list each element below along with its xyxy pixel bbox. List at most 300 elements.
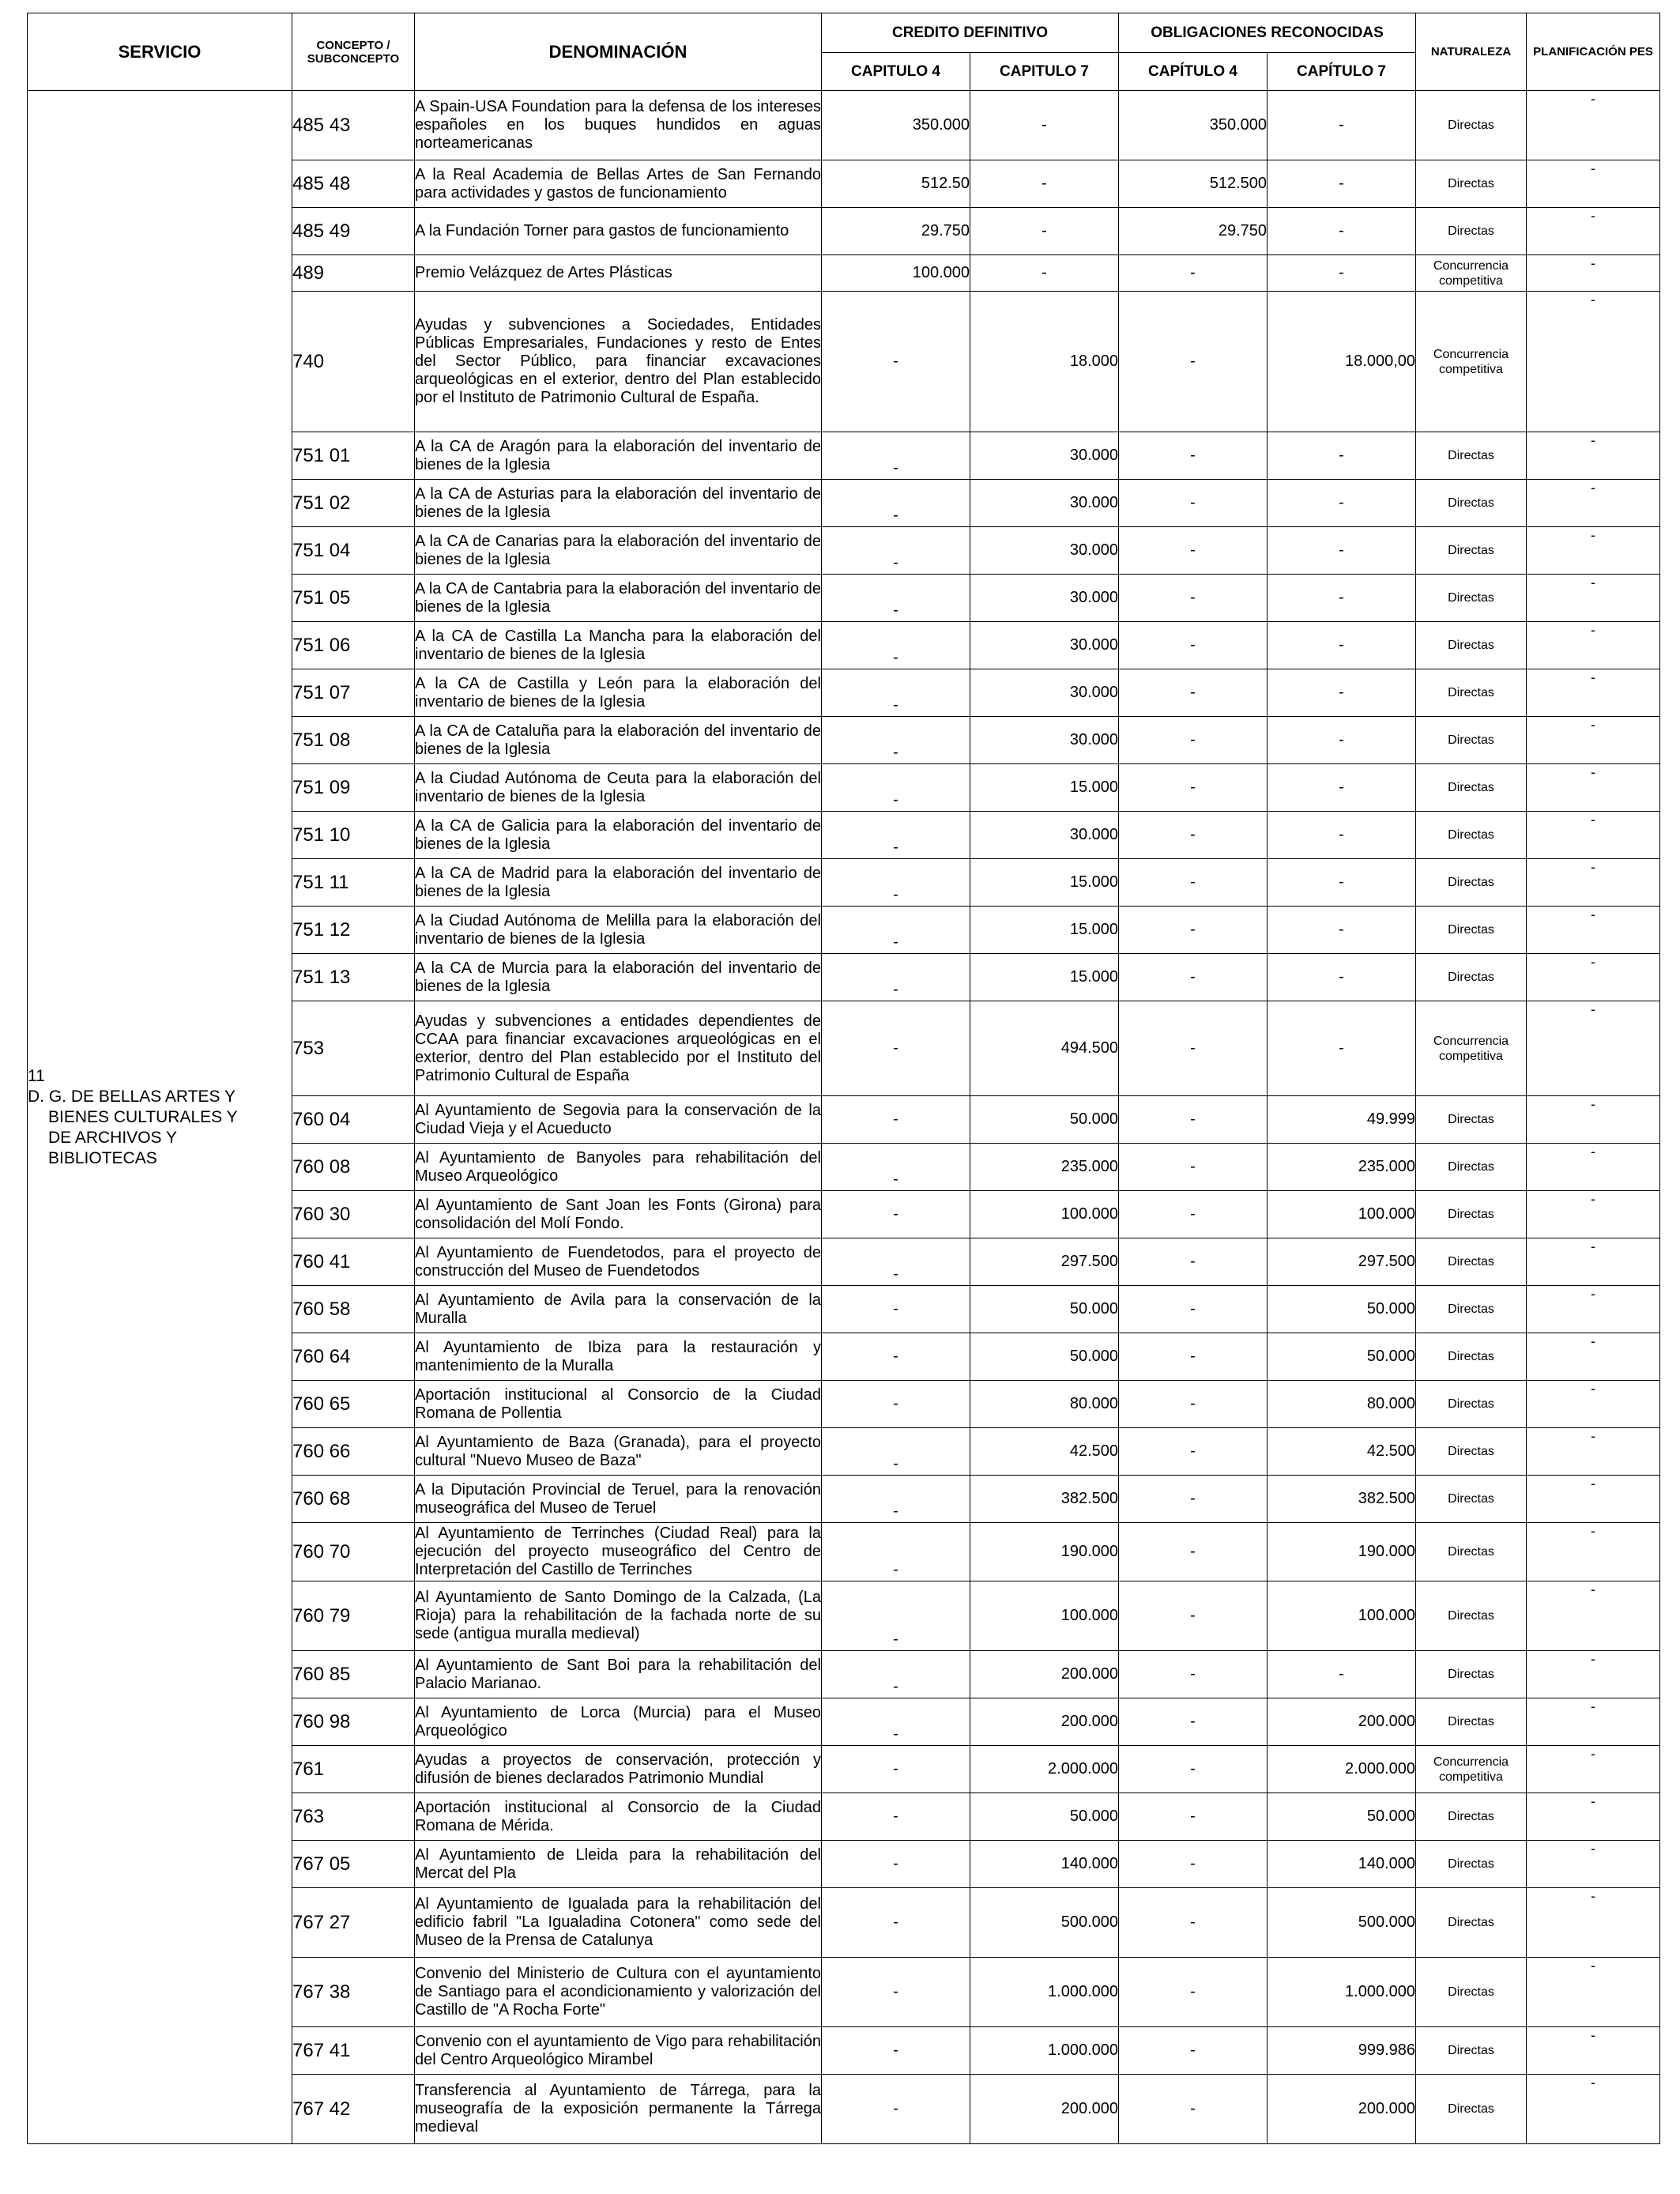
denominacion-text — [415, 2075, 822, 2144]
concepto-code — [292, 1581, 415, 1651]
concepto-code — [292, 859, 415, 907]
naturaleza-text — [1416, 1523, 1527, 1581]
concepto-code-value: 751 08 — [292, 729, 351, 751]
concepto-code-value: 760 98 — [292, 1710, 351, 1732]
concepto-code — [292, 2027, 415, 2075]
concepto-code — [292, 1888, 415, 1958]
obligaciones-cap4-value: - — [1190, 1039, 1196, 1057]
planificacion-pes — [1527, 292, 1660, 432]
concepto-code — [292, 1238, 415, 1286]
concepto-code-value: 767 41 — [292, 2039, 351, 2061]
naturaleza-text — [1416, 907, 1527, 954]
naturaleza-text-value: Directas — [1448, 1857, 1494, 1871]
planificacion-pes-value: - — [1591, 208, 1595, 224]
obligaciones-cap7 — [1268, 2075, 1416, 2144]
naturaleza-text-value: Directas — [1448, 1668, 1494, 1681]
obligaciones-cap7 — [1268, 527, 1416, 575]
concepto-code-value: 751 01 — [292, 444, 351, 466]
concepto-code — [292, 160, 415, 208]
planificacion-pes — [1527, 2075, 1660, 2144]
naturaleza-text — [1416, 208, 1527, 255]
obligaciones-cap4-value: - — [1190, 684, 1196, 701]
concepto-code-value: 767 27 — [292, 1911, 351, 1933]
credito-cap4-value: - — [893, 2100, 898, 2117]
credito-cap7 — [970, 527, 1119, 575]
credito-cap7 — [970, 1333, 1119, 1381]
obligaciones-cap7 — [1268, 907, 1416, 954]
obligaciones-cap4-value: - — [1190, 921, 1196, 938]
planificacion-pes — [1527, 1238, 1660, 1286]
credito-cap4-value: 100.000 — [912, 264, 970, 281]
credito-cap7-value: - — [1042, 222, 1047, 239]
credito-cap4-value: - — [893, 1913, 898, 1931]
naturaleza-text-value: Directas — [1448, 1160, 1494, 1174]
obligaciones-cap7 — [1268, 160, 1416, 208]
planificacion-pes — [1527, 764, 1660, 812]
planificacion-pes-value: - — [1591, 812, 1595, 827]
credito-cap7-value: 50.000 — [1069, 1348, 1118, 1365]
naturaleza-text — [1416, 1651, 1527, 1698]
concepto-code — [292, 2075, 415, 2144]
planificacion-pes-value: - — [1591, 1428, 1595, 1444]
credito-cap4 — [822, 1651, 970, 1698]
servicio-number: 11 — [28, 1066, 45, 1085]
obligaciones-cap7 — [1268, 717, 1416, 764]
credito-cap7-value: 30.000 — [1069, 494, 1118, 511]
denominacion-text-value: Al Ayuntamiento de Segovia para la conservación de la Ciudad Vieja y el Acueducto — [415, 1101, 821, 1137]
obligaciones-cap7 — [1268, 1144, 1416, 1191]
obligaciones-cap4-value: - — [1190, 778, 1196, 796]
denominacion-text — [415, 255, 822, 292]
naturaleza-text — [1416, 812, 1527, 859]
obligaciones-cap7-value: - — [1339, 222, 1344, 239]
credito-cap4-value: - — [893, 933, 898, 951]
denominacion-text — [415, 954, 822, 1001]
planificacion-pes-value: - — [1591, 622, 1595, 638]
obligaciones-cap4-value: - — [1190, 589, 1196, 606]
credito-cap4-value: - — [893, 1760, 898, 1777]
naturaleza-text-value: Directas — [1448, 1113, 1494, 1126]
planificacion-pes-value: - — [1591, 2075, 1595, 2090]
credito-cap7 — [970, 292, 1119, 432]
credito-cap4-value: - — [893, 1300, 898, 1318]
credito-cap7-value: 30.000 — [1069, 731, 1118, 748]
credito-cap7 — [970, 622, 1119, 669]
credito-cap7 — [970, 1958, 1119, 2027]
denominacion-text-value: Al Ayuntamiento de Baza (Granada), para el proyecto cultural "Nuevo Museo de Baza" — [415, 1433, 821, 1469]
credito-cap7 — [970, 1144, 1119, 1191]
obligaciones-cap4 — [1119, 1001, 1268, 1096]
obligaciones-cap7-value: - — [1339, 116, 1344, 134]
planificacion-pes-value: - — [1591, 480, 1595, 496]
obligaciones-cap7 — [1268, 1793, 1416, 1841]
naturaleza-text-value: Concurrencia competitiva — [1433, 1755, 1509, 1784]
denominacion-text — [415, 1428, 822, 1476]
credito-cap7 — [970, 812, 1119, 859]
naturaleza-text — [1416, 764, 1527, 812]
naturaleza-text-value: Directas — [1448, 496, 1494, 510]
planificacion-pes-value: - — [1591, 91, 1595, 107]
credito-cap4-value: - — [893, 1395, 898, 1412]
obligaciones-cap7 — [1268, 954, 1416, 1001]
concepto-code — [292, 812, 415, 859]
obligaciones-cap7-value: 140.000 — [1358, 1855, 1415, 1872]
denominacion-text-value: A la CA de Galicia para la elaboración del inventario de bienes de la Iglesia — [415, 816, 821, 853]
credito-cap7-value: 30.000 — [1069, 589, 1118, 606]
naturaleza-text-value: Directas — [1448, 1916, 1494, 1929]
obligaciones-cap7-value: 500.000 — [1358, 1913, 1415, 1931]
obligaciones-cap7-value: - — [1339, 826, 1344, 843]
planificacion-pes — [1527, 208, 1660, 255]
credito-cap7 — [970, 717, 1119, 764]
credito-cap4 — [822, 480, 970, 527]
denominacion-text — [415, 527, 822, 575]
credito-cap7-value: 50.000 — [1069, 1300, 1118, 1318]
planificacion-pes — [1527, 1651, 1660, 1698]
obligaciones-cap4 — [1119, 1958, 1268, 2027]
obligaciones-cap4 — [1119, 2027, 1268, 2075]
credito-cap7-value: 50.000 — [1069, 1808, 1118, 1825]
naturaleza-text-value: Directas — [1448, 1397, 1494, 1411]
credito-cap4-value: 29.750 — [921, 222, 970, 239]
denominacion-text-value: Ayudas a proyectos de conservación, protección y difusión de bienes declarados Patrimonio Mundial — [415, 1751, 821, 1787]
credito-cap7 — [970, 1381, 1119, 1428]
denominacion-text — [415, 1096, 822, 1144]
obligaciones-cap7-value: - — [1339, 175, 1344, 192]
credito-cap7-value: 140.000 — [1060, 1855, 1118, 1872]
obligaciones-cap4 — [1119, 255, 1268, 292]
obligaciones-cap4-value: - — [1190, 1442, 1196, 1460]
credito-cap7 — [970, 1888, 1119, 1958]
planificacion-pes — [1527, 1746, 1660, 1793]
denominacion-text — [415, 1793, 822, 1841]
obligaciones-cap7-value: - — [1339, 589, 1344, 606]
obligaciones-cap4 — [1119, 717, 1268, 764]
credito-cap4-value: - — [893, 554, 898, 571]
credito-cap7-value: 2.000.000 — [1048, 1760, 1118, 1777]
obligaciones-cap4 — [1119, 575, 1268, 622]
credito-cap4 — [822, 292, 970, 432]
denominacion-text — [415, 91, 822, 160]
naturaleza-text — [1416, 1793, 1527, 1841]
credito-cap7-value: 200.000 — [1060, 1713, 1118, 1730]
obligaciones-cap7 — [1268, 255, 1416, 292]
denominacion-text-value: Convenio del Ministerio de Cultura con el ayuntamiento de Santiago para el acondicionamiento y valorización del Castillo de "A Rocha Forte" — [415, 1965, 821, 2019]
concepto-code-value: 751 13 — [292, 966, 351, 988]
denominacion-text — [415, 622, 822, 669]
header-credito-definitivo: CREDITO DEFINITIVO — [822, 13, 1119, 53]
credito-cap7-value: 190.000 — [1060, 1543, 1118, 1560]
concepto-code — [292, 907, 415, 954]
planificacion-pes-value: - — [1591, 1746, 1595, 1762]
obligaciones-cap7-value: - — [1339, 264, 1344, 281]
obligaciones-cap7 — [1268, 1001, 1416, 1096]
credito-cap4-value: 512.50 — [921, 175, 970, 192]
obligaciones-cap4-value: - — [1190, 1158, 1196, 1175]
naturaleza-text-value: Directas — [1448, 2102, 1494, 2116]
obligaciones-cap4 — [1119, 292, 1268, 432]
credito-cap4-value: - — [893, 1205, 898, 1223]
denominacion-text-value: Al Ayuntamiento de Santo Domingo de la Calzada, (La Rioja) para la rehabilitación de la fachada norte de su sede (antigua muralla medieval) — [415, 1589, 821, 1642]
obligaciones-cap4 — [1119, 1096, 1268, 1144]
naturaleza-text-value: Concurrencia competitiva — [1433, 258, 1509, 288]
credito-cap4-value: - — [893, 886, 898, 903]
concepto-code-value: 485 48 — [292, 172, 351, 194]
obligaciones-cap7 — [1268, 432, 1416, 480]
credito-cap7 — [970, 432, 1119, 480]
denominacion-text-value: Al Ayuntamiento de Terrinches (Ciudad Real) para la ejecución del proyecto museográfico del Centro de Interpretación del Castillo de Terrinches — [415, 1525, 821, 1578]
planificacion-pes — [1527, 160, 1660, 208]
obligaciones-cap4 — [1119, 907, 1268, 954]
credito-cap7-value: - — [1042, 264, 1047, 281]
credito-cap7 — [970, 1793, 1119, 1841]
concepto-code-value: 751 05 — [292, 586, 351, 609]
obligaciones-cap7-value: 2.000.000 — [1345, 1760, 1415, 1777]
concepto-code-value: 760 66 — [292, 1440, 351, 1462]
credito-cap4-value: - — [893, 791, 898, 809]
credito-cap7-value: 200.000 — [1060, 1665, 1118, 1683]
credito-cap7-value: 235.000 — [1060, 1158, 1118, 1175]
concepto-code-value: 760 68 — [292, 1487, 351, 1510]
obligaciones-cap7 — [1268, 1523, 1416, 1581]
concepto-code-value: 751 11 — [292, 871, 349, 893]
obligaciones-cap7 — [1268, 622, 1416, 669]
naturaleza-text — [1416, 1238, 1527, 1286]
denominacion-text-value: Al Ayuntamiento de Lorca (Murcia) para el Museo Arqueológico — [415, 1703, 821, 1740]
denominacion-text-value: Al Ayuntamiento de Igualada para la rehabilitación del edificio fabril "La Igualadina Cotonera" como sede del Museo de la Prensa de Catalunya — [415, 1895, 821, 1949]
naturaleza-text — [1416, 717, 1527, 764]
naturaleza-text — [1416, 292, 1527, 432]
concepto-code — [292, 1333, 415, 1381]
obligaciones-cap4 — [1119, 1428, 1268, 1476]
credito-cap4 — [822, 1144, 970, 1191]
naturaleza-text-value: Directas — [1448, 2044, 1494, 2057]
obligaciones-cap7 — [1268, 1333, 1416, 1381]
credito-cap7-value: 30.000 — [1069, 636, 1118, 654]
denominacion-text — [415, 669, 822, 717]
naturaleza-text-value: Directas — [1448, 1445, 1494, 1458]
credito-cap7-value: - — [1042, 175, 1047, 192]
credito-cap7 — [970, 480, 1119, 527]
denominacion-text — [415, 480, 822, 527]
credito-cap4 — [822, 1958, 970, 2027]
credito-cap4 — [822, 1096, 970, 1144]
naturaleza-text — [1416, 1286, 1527, 1333]
obligaciones-cap7 — [1268, 1191, 1416, 1238]
concepto-code — [292, 1746, 415, 1793]
servicio-line: BIENES CULTURALES Y — [48, 1107, 238, 1126]
denominacion-text-value: Transferencia al Ayuntamiento de Tárrega, para la museografía de la exposición permanente la Tárrega medieval — [415, 2082, 821, 2136]
denominacion-text-value: Aportación institucional al Consorcio de la Ciudad Romana de Mérida. — [415, 1798, 821, 1834]
credito-cap7 — [970, 1096, 1119, 1144]
credito-cap4 — [822, 575, 970, 622]
planificacion-pes-value: - — [1591, 255, 1595, 271]
credito-cap4 — [822, 1888, 970, 1958]
credito-cap7-value: 15.000 — [1069, 968, 1118, 986]
credito-cap7 — [970, 1191, 1119, 1238]
obligaciones-cap4 — [1119, 527, 1268, 575]
naturaleza-text — [1416, 2027, 1527, 2075]
credito-cap4 — [822, 2027, 970, 2075]
naturaleza-text — [1416, 1096, 1527, 1144]
obligaciones-cap7 — [1268, 812, 1416, 859]
obligaciones-cap7-value: 100.000 — [1358, 1205, 1415, 1223]
planificacion-pes — [1527, 622, 1660, 669]
naturaleza-text-value: Directas — [1448, 1350, 1494, 1363]
concepto-code — [292, 669, 415, 717]
header-credito-cap7: CAPITULO 7 — [970, 53, 1119, 91]
document-page — [27, 13, 1659, 2144]
credito-cap7-value: 30.000 — [1069, 826, 1118, 843]
denominacion-text-value: A la CA de Aragón para la elaboración del inventario de bienes de la Iglesia — [415, 437, 821, 473]
credito-cap7-value: 100.000 — [1060, 1607, 1118, 1624]
credito-cap7 — [970, 91, 1119, 160]
planificacion-pes — [1527, 812, 1660, 859]
obligaciones-cap7-value: 80.000 — [1366, 1395, 1415, 1412]
concepto-code-value: 760 08 — [292, 1155, 351, 1178]
obligaciones-cap7-value: - — [1339, 684, 1344, 701]
obligaciones-cap7 — [1268, 1381, 1416, 1428]
credito-cap4 — [822, 1001, 970, 1096]
obligaciones-cap7-value: 297.500 — [1358, 1253, 1415, 1270]
credito-cap7-value: 80.000 — [1069, 1395, 1118, 1412]
concepto-code — [292, 1428, 415, 1476]
header-naturaleza: NATURALEZA — [1416, 13, 1527, 91]
credito-cap4-value: - — [893, 696, 898, 714]
concepto-code — [292, 1523, 415, 1581]
table-body — [28, 91, 1660, 2144]
concepto-code — [292, 1001, 415, 1096]
denominacion-text-value: Al Ayuntamiento de Lleida para la rehabilitación del Mercat del Pla — [415, 1845, 821, 1882]
credito-cap4-value: - — [893, 1678, 898, 1695]
concepto-code-value: 760 58 — [292, 1298, 351, 1320]
concepto-code-value: 761 — [292, 1758, 325, 1780]
obligaciones-cap4-value: 350.000 — [1209, 116, 1267, 134]
denominacion-text-value: Premio Velázquez de Artes Plásticas — [415, 264, 672, 281]
obligaciones-cap7-value: 50.000 — [1366, 1300, 1415, 1318]
obligaciones-cap4 — [1119, 91, 1268, 160]
obligaciones-cap4 — [1119, 1191, 1268, 1238]
planificacion-pes — [1527, 1476, 1660, 1523]
credito-cap4-value: - — [893, 1039, 898, 1057]
obligaciones-cap7 — [1268, 1238, 1416, 1286]
naturaleza-text — [1416, 1001, 1527, 1096]
table-row — [28, 91, 1660, 160]
obligaciones-cap7-value: - — [1339, 494, 1344, 511]
naturaleza-text-value: Directas — [1448, 1492, 1494, 1506]
denominacion-text-value: Ayudas y subvenciones a Sociedades, Entidades Públicas Empresariales, Fundaciones y resto de Entes del Sector Público, para financiar excavaciones arqueológicas en el exterior, dentro del Plan establecido por el Instituto de Patrimonio Cultural de España. — [415, 316, 821, 406]
obligaciones-cap4-value: - — [1190, 1300, 1196, 1318]
obligaciones-cap4-value: - — [1190, 447, 1196, 464]
obligaciones-cap4-value: - — [1190, 2041, 1196, 2059]
planificacion-pes — [1527, 2027, 1660, 2075]
obligaciones-cap4-value: - — [1190, 826, 1196, 843]
naturaleza-text-value: Directas — [1448, 1715, 1494, 1728]
obligaciones-cap4-value: 29.750 — [1218, 222, 1267, 239]
naturaleza-text-value: Directas — [1448, 733, 1494, 747]
obligaciones-cap7 — [1268, 1651, 1416, 1698]
credito-cap7 — [970, 1841, 1119, 1888]
concepto-code — [292, 480, 415, 527]
servicio-line: D. G. DE BELLAS ARTES Y — [28, 1087, 236, 1106]
denominacion-text — [415, 1381, 822, 1428]
naturaleza-text-value: Directas — [1448, 177, 1494, 190]
credito-cap4 — [822, 1333, 970, 1381]
planificacion-pes-value: - — [1591, 717, 1595, 733]
planificacion-pes-value: - — [1591, 1581, 1595, 1597]
denominacion-text — [415, 1238, 822, 1286]
credito-cap4-value: - — [893, 1348, 898, 1365]
obligaciones-cap7-value: 18.000,00 — [1345, 352, 1415, 370]
denominacion-text — [415, 292, 822, 432]
credito-cap4 — [822, 717, 970, 764]
denominacion-text-value: A Spain-USA Foundation para la defensa de los intereses españoles en los buques hundidos en aguas norteamericanas — [415, 98, 821, 152]
credito-cap4 — [822, 669, 970, 717]
denominacion-text — [415, 1001, 822, 1096]
obligaciones-cap4-value: - — [1190, 494, 1196, 511]
obligaciones-cap7 — [1268, 1096, 1416, 1144]
denominacion-text-value: Ayudas y subvenciones a entidades dependientes de CCAA para financiar excavaciones arqueológicas en el exterior, dentro del Plan establecido por el Instituto del Patrimonio Cultural de España — [415, 1012, 821, 1084]
concepto-code-value: 751 04 — [292, 539, 351, 561]
naturaleza-text-value: Directas — [1448, 828, 1494, 842]
naturaleza-text-value: Directas — [1448, 1255, 1494, 1269]
naturaleza-text — [1416, 527, 1527, 575]
concepto-code-value: 760 70 — [292, 1540, 351, 1563]
obligaciones-cap4 — [1119, 1581, 1268, 1651]
denominacion-text-value: A la Diputación Provincial de Teruel, para la renovación museográfica del Museo de Teruel — [415, 1480, 821, 1517]
credito-cap7-value: 15.000 — [1069, 778, 1118, 796]
credito-cap7 — [970, 1001, 1119, 1096]
denominacion-text-value: Al Ayuntamiento de Ibiza para la restauración y mantenimiento de la Muralla — [415, 1338, 821, 1374]
credito-cap4 — [822, 622, 970, 669]
denominacion-text — [415, 1476, 822, 1523]
credito-cap4 — [822, 764, 970, 812]
naturaleza-text — [1416, 1581, 1527, 1651]
planificacion-pes-value: - — [1591, 1191, 1595, 1207]
naturaleza-text — [1416, 1841, 1527, 1888]
concepto-code — [292, 208, 415, 255]
denominacion-text-value: A la CA de Canarias para la elaboración del inventario de bienes de la Iglesia — [415, 532, 821, 568]
naturaleza-text-value: Directas — [1448, 1609, 1494, 1623]
planificacion-pes-value: - — [1591, 1888, 1595, 1904]
naturaleza-text — [1416, 255, 1527, 292]
obligaciones-cap4 — [1119, 1238, 1268, 1286]
denominacion-text-value: A la CA de Castilla y León para la elaboración del inventario de bienes de la Iglesia — [415, 674, 821, 711]
naturaleza-text-value: Directas — [1448, 1302, 1494, 1316]
planificacion-pes-value: - — [1591, 669, 1595, 685]
credito-cap4-value: - — [893, 601, 898, 619]
credito-cap7-value: 50.000 — [1069, 1110, 1118, 1128]
concepto-code-value: 485 43 — [292, 114, 351, 136]
naturaleza-text — [1416, 1888, 1527, 1958]
obligaciones-cap4 — [1119, 669, 1268, 717]
obligaciones-cap4-value: - — [1190, 1543, 1196, 1560]
credito-cap4-value: - — [893, 1502, 898, 1520]
denominacion-text — [415, 1746, 822, 1793]
credito-cap7-value: 42.500 — [1069, 1442, 1118, 1460]
credito-cap4 — [822, 907, 970, 954]
obligaciones-cap4 — [1119, 1333, 1268, 1381]
planificacion-pes — [1527, 1523, 1660, 1581]
planificacion-pes — [1527, 1958, 1660, 2027]
obligaciones-cap4 — [1119, 1651, 1268, 1698]
concepto-code-value: 753 — [292, 1037, 325, 1059]
denominacion-text-value: Al Ayuntamiento de Sant Boi para la rehabilitación del Palacio Marianao. — [415, 1656, 821, 1692]
obligaciones-cap4-value: - — [1190, 1983, 1196, 2000]
concepto-code-value: 760 41 — [292, 1250, 351, 1272]
obligaciones-cap7-value: 999.986 — [1358, 2041, 1415, 2059]
obligaciones-cap7-value: 200.000 — [1358, 1713, 1415, 1730]
